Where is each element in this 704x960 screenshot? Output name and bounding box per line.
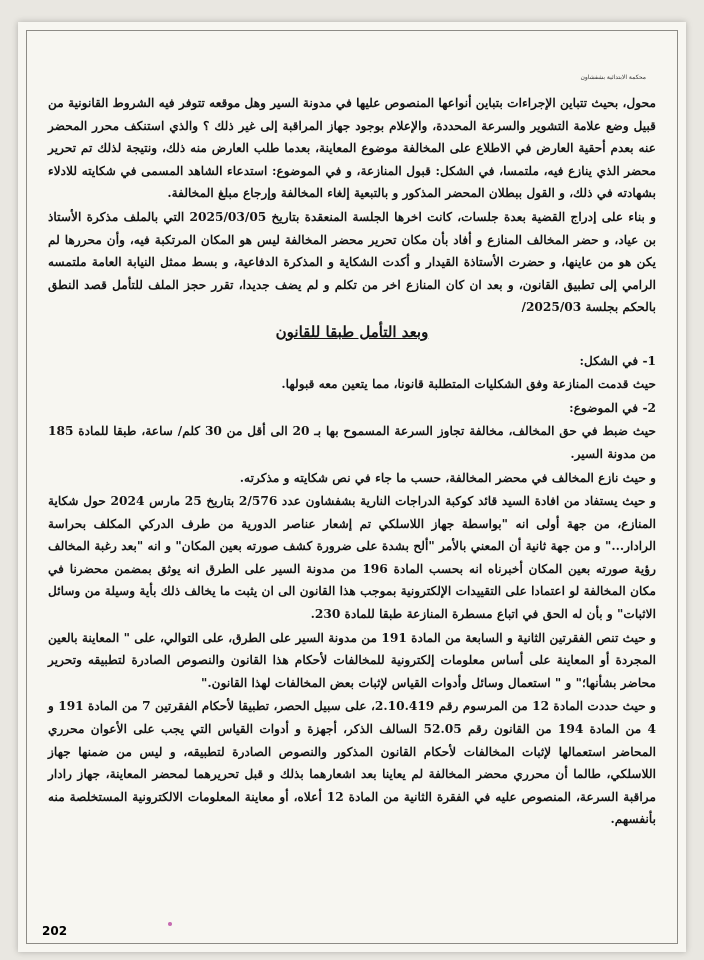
merits-paragraph-5: و حيث حددت المادة 12 من المرسوم رقم 2.10.419، على سبيل الحصر، تطبيقا لأحكام الفقرتين 7 من المادة 191 و 4 من المادة 194 من القانون رقم 52.05 السالف الذكر، أجهزة و أدوات القياس التي يجب على الأعوان محرري المحاضر استعمالها لإثبات المخالفات لأحكام القانون المذكور والنصوص الصادرة لتطبيقه، و ليس من ضمنها جهاز اللاسلكي، طالما أن محرري محضر المخالفة لم يعاينا بعد اشعارهما بذلك و قبل تحريرهما لمحضر المعاينة، جهاز رادار مراقبة السرعة، المنصوص عليه في الفقرة الثانية من المادة 12 أعلاه، أو معاينة المعلومات الالكترونية المستخلصة منه بأنفسهم. — [48, 699, 656, 827]
merits-paragraph-3: و حيث يستفاد من افادة السيد قائد كوكبة الدراجات النارية بشفشاون عدد 2/576 بتاريخ 25 مارس 2024 حول شكاية المنازع، من جهة أولى انه "بواسطة جهاز اللاسلكي تم إشعار عناصر الدورية من طرف الدركي المكلف بحراسة الرادار..." و من جهة ثانية أن المعني بالأمر "ألح بشدة على ضرورة كشف صورته بعين المكان" و انه "بعد رغبة المخالف رؤية صورته بعين المكان أخبرناه انه بحسب المادة 196 من مدونة السير على الطرق انه يوثق بمضمن محضرنا في مكان المخالفة لو اعتمادا على التقييدات الإلكترونية بموجب هذا القانون الى ان يثبت ما يخالف ذلك بأية وسيلة من وسائل الاثبات" و بأن له الحق في اتباع مسطرة المنازعة طبقا للمادة 230. — [48, 494, 656, 622]
merits-paragraph-2: و حيث نازع المخالف في محضر المخالفة، حسب ما جاء في نص شكايته و مذكرته. — [239, 470, 656, 485]
merits-paragraph-1: حيث ضبط في حق المخالف، مخالفة تجاوز السرعة المسموح بها بـ 20 الى أقل من 30 كلم/ ساعة، طبقا للمادة 185 من مدونة السير. — [48, 424, 656, 461]
section-form-text: حيث قدمت المنازعة وفق الشكليات المتطلبة قانونا، مما يتعين معه قبولها. — [281, 377, 656, 392]
header-note: محكمة الابتدائية بشفشاون — [580, 74, 646, 81]
section-form-title: 1- في الشكل: — [579, 353, 656, 368]
section-heading: وبعد التأمل طبقا للقانون — [275, 322, 429, 341]
document-page — [18, 22, 686, 952]
judgment-body — [48, 92, 656, 832]
paragraph-1: محول، بحيث تتباين الإجراءات بتباين أنواعها المنصوص عليها في مدونة السير وهل موقعه تتوفر فيه الشروط القانونية من قبيل وضع علامة التشوير والسرعة المحددة، والإعلام بوجود جهاز المراقبة إلى غير ذلك ؟ والذي استنكف محرر المحضر عنه بعدم أحقية العارض في الاطلاع على المخالفة موضوع المعاينة، بعدما طلب العارض منه ذلك، ونتيجة لذلك تم تحرير محضر الذي ينازع فيه، ملتمسا، في الشكل: قبول المنازعة، و في الموضوع: استدعاء الشاهد المسمى في شكايته للادلاء بشهادته في ذلك، و القول ببطلان المحضر المذكور و بالتبعية إلغاء المخالفة وإرجاع مبلغ المخالفة. — [48, 96, 656, 201]
section-merits-title: 2- في الموضوع: — [569, 400, 656, 415]
page-number: 202 — [42, 924, 68, 938]
merits-paragraph-4: و حيث تنص الفقرتين الثانية و السابعة من المادة 191 من مدونة السير على الطرق، على التوالي، على " المعاينة بالعين المجردة أو المعاينة على أساس معلومات إلكترونية للمخالفات لأحكام هذا القانون والنصوص الصادرة لتطبيقه وتحرير محاضر بشأنها؛" و " استعمال وسائل وأدوات القياس لإثبات بعض المخالفات لهذا القانون." — [48, 630, 656, 690]
ink-mark — [168, 922, 172, 926]
paragraph-2: و بناء على إدراج القضية بعدة جلسات، كانت اخرها الجلسة المنعقدة بتاريخ 2025/03/05 التي بالملف مذكرة الأستاذ بن عياد، و حضر المخالف المنازع و أفاد بأن مكان تحرير محضر المخالفة ليس هو المكان المرتكبة فيه، وأن محررها لم يكن هو من عاينها، و حضرت الأستاذة القيدار و أكدت الشكاية و المذكرة الدفاعية، و بسط ممثل النيابة العامة ملتمسه الرامي إلى تطبيق القانون، و بعد ان كان المنازع اخر من تكلم و لم يضف جديدا، تقرر حجز الملف للتأمل قصد النطق بالحكم بجلسة 2025/03/ — [48, 209, 656, 315]
